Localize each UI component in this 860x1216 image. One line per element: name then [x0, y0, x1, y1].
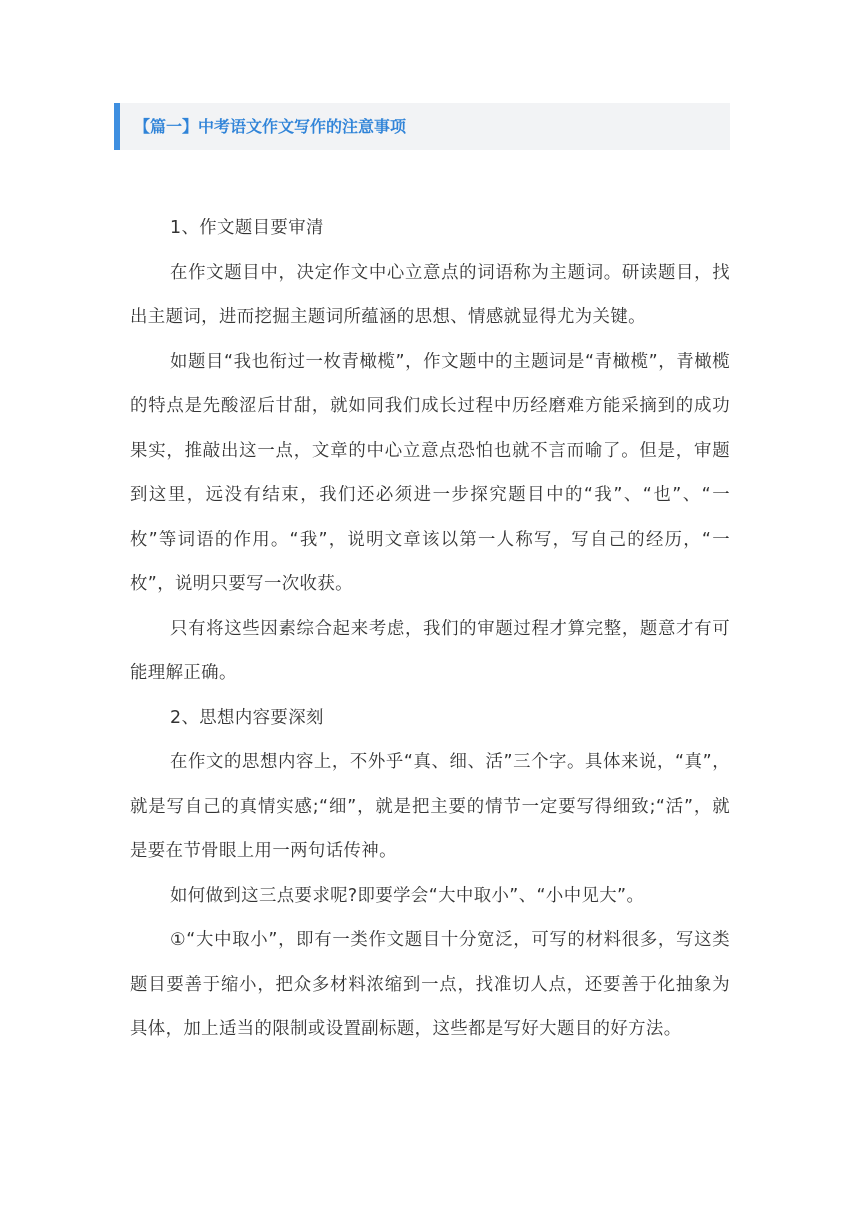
paragraph: 只有将这些因素综合起来考虑，我们的审题过程才算完整，题意才有可能理解正确。	[130, 618, 730, 683]
section-heading-bar	[114, 103, 730, 150]
paragraph: ①“大中取小”，即有一类作文题目十分宽泛，可写的材料很多，写这类题目要善于缩小，把众多材料浓缩到一点，找准切人点，还要善于化抽象为具体，加上适当的限制或设置副标题，这些都是写好大题目的好方法。	[130, 930, 730, 1039]
paragraph: 在作文题目中，决定作文中心立意点的词语称为主题词。研读题目，找出主题词，进而挖掘主题词所蕴涵的思想、情感就显得尤为关键。	[130, 262, 730, 327]
paragraph-subheading-1: 1、作文题目要审清	[170, 218, 324, 238]
paragraph-subheading-2: 2、思想内容要深刻	[170, 707, 324, 728]
paragraph: 如题目“我也衔过一枚青橄榄”，作文题中的主题词是“青橄榄”，青橄榄的特点是先酸涩后甘甜，就如同我们成长过程中历经磨难方能采摘到的成功果实，推敲出这一点，文章的中心立意点恐怕也就不言而喻了。但是，审题到这里，远没有结束，我们还必须进一步探究题目中的“我”、“也”、“一枚”等词语的作用。“我”，说明文章该以第一人称写，写自己的经历，“一枚”，说明只要写一次收获。	[130, 351, 730, 594]
section-heading: 【篇一】中考语文作文写作的注意事项	[134, 117, 407, 136]
paragraph: 如何做到这三点要求呢?即要学会“大中取小”、“小中见大”。	[170, 885, 645, 906]
paragraph: 在作文的思想内容上，不外乎“真、细、活”三个字。具体来说，“真”，就是写自己的真情实感;“细”，就是把主要的情节一定要写得细致;“活”，就是要在节骨眼上用一两句话传神。	[130, 752, 730, 861]
article-body	[130, 206, 730, 1052]
